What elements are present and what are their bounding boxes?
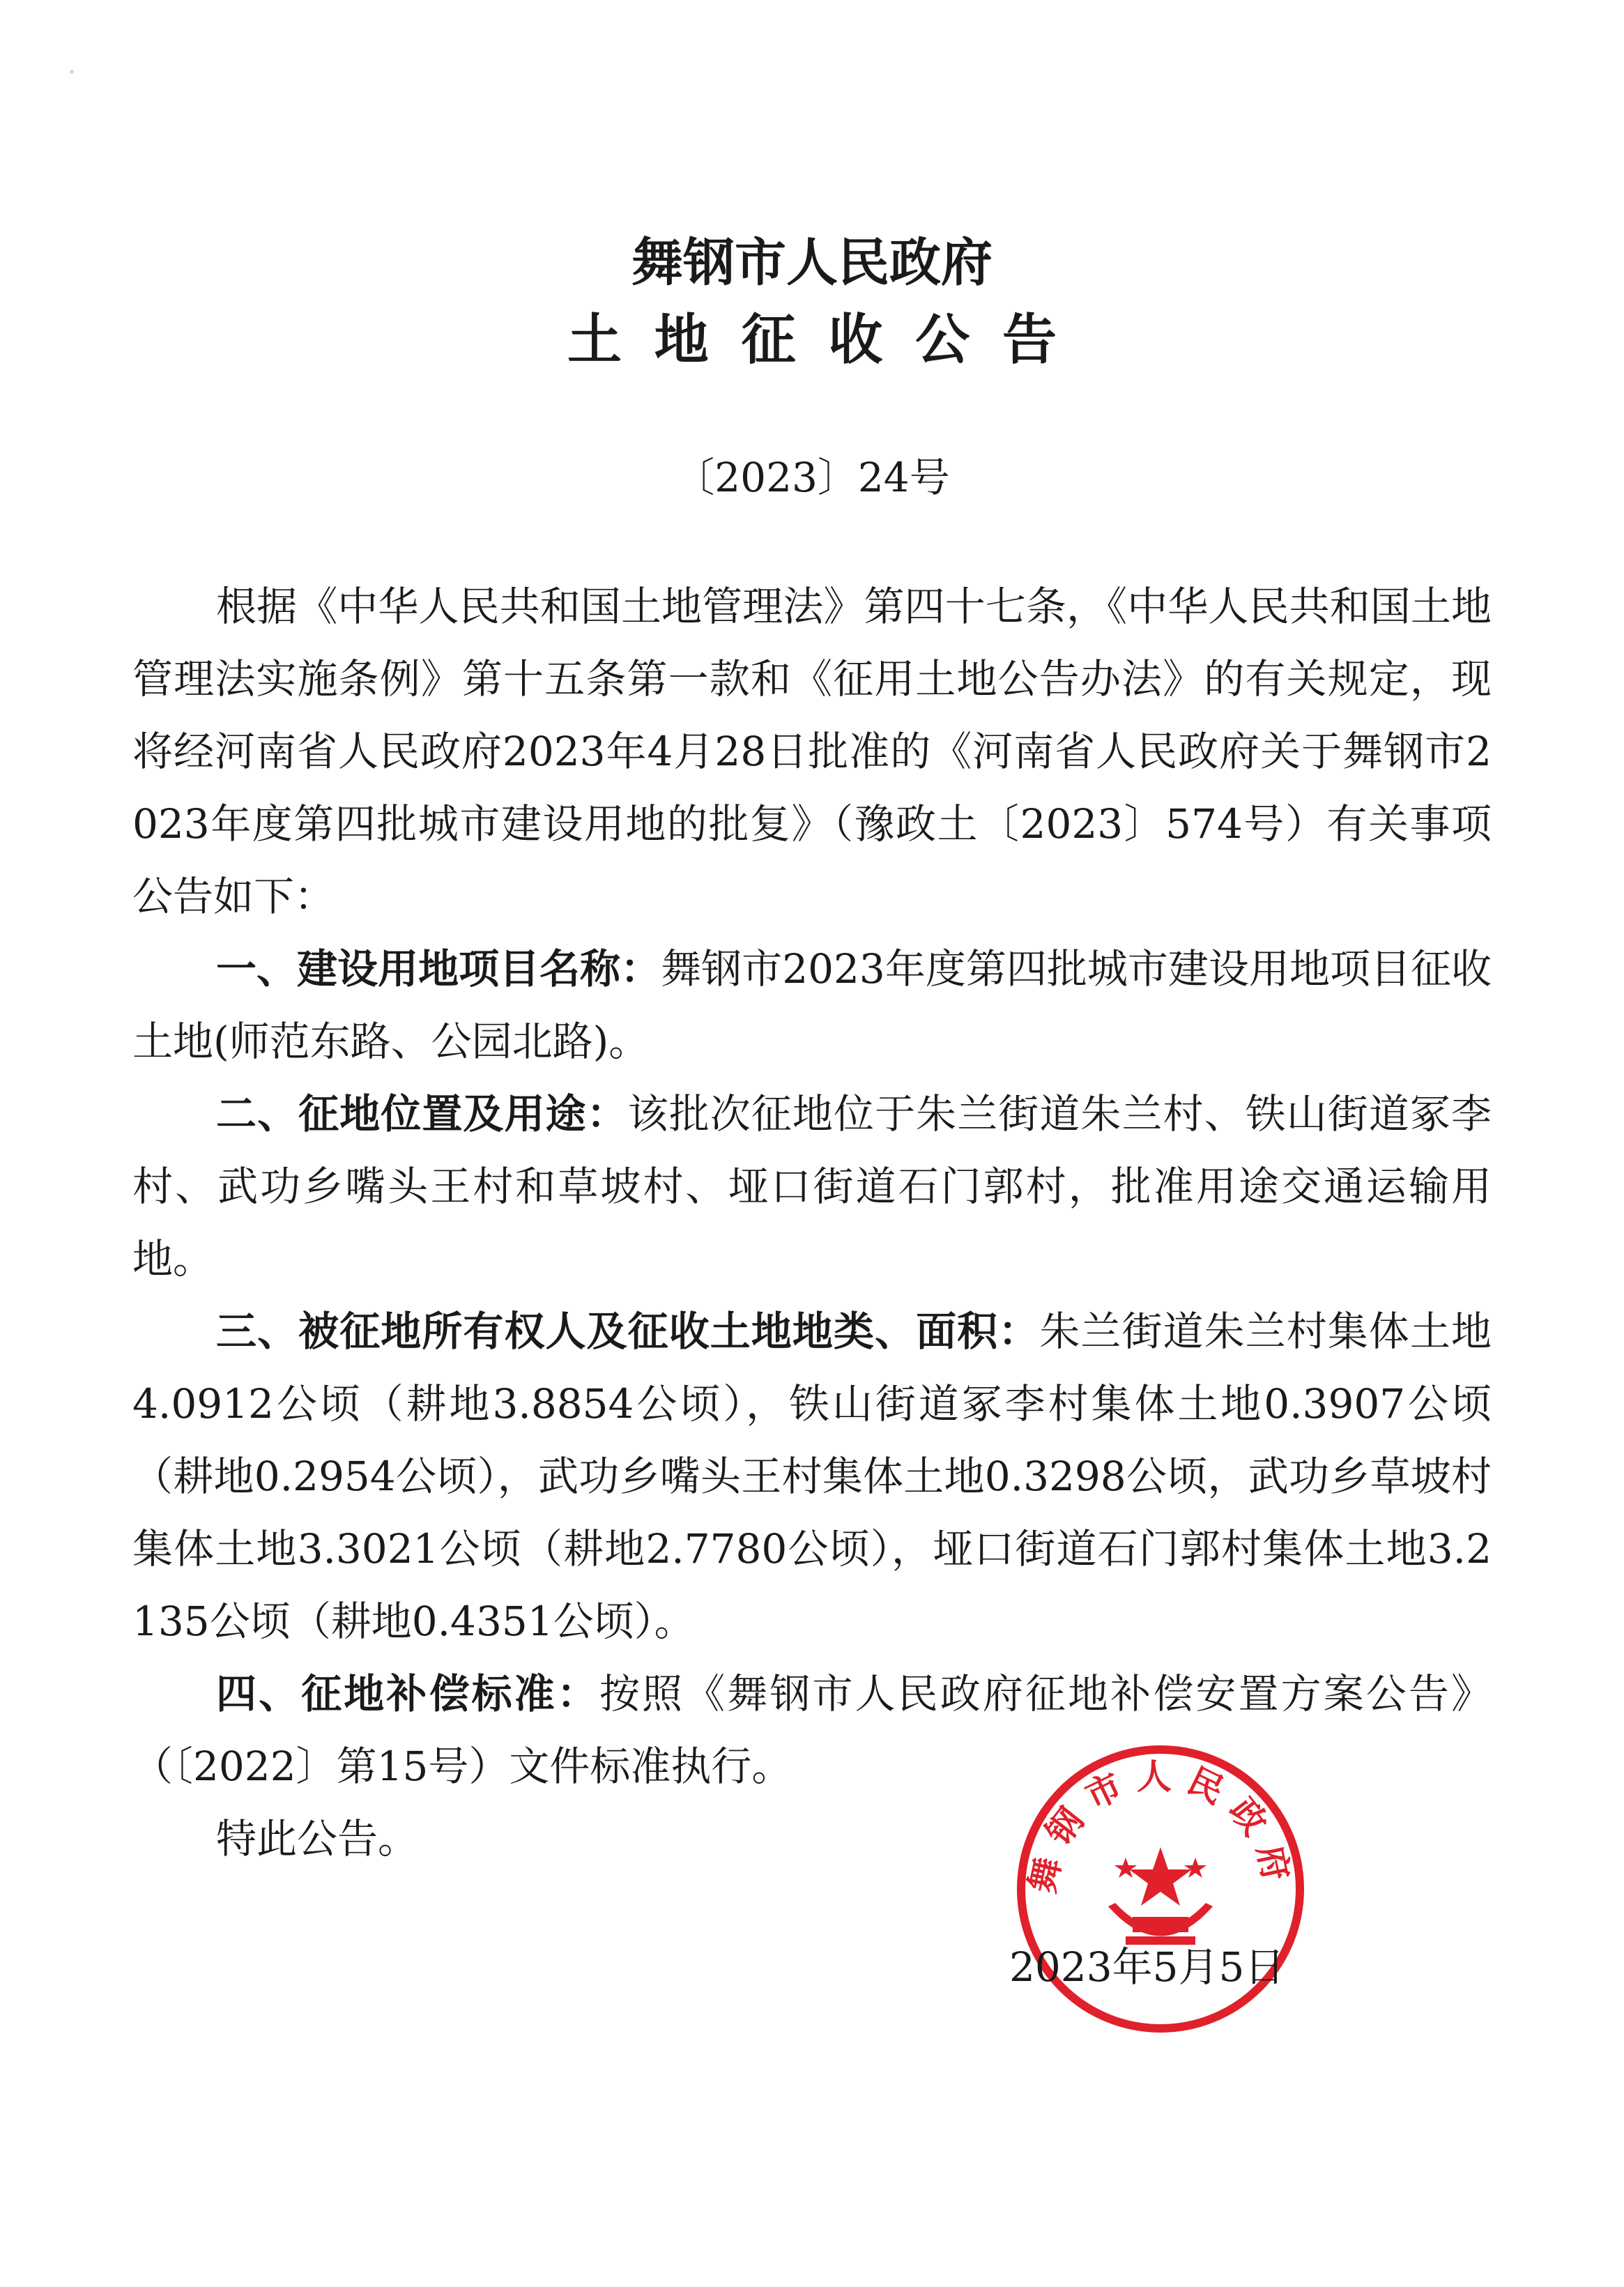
item-1-heading: 一、建设用地项目名称： <box>216 945 661 993</box>
item-4-heading: 四、征地补偿标准： <box>216 1670 599 1718</box>
issuer-title: 舞钢市人民政府 <box>631 233 993 293</box>
seal-text: 舞钢市人民政府 <box>1022 1757 1299 1897</box>
document-body <box>132 570 1492 1875</box>
national-emblem-icon <box>1108 1847 1213 1945</box>
scan-speck <box>70 70 74 74</box>
issue-date: 2023年5月5日 <box>1009 1943 1285 1991</box>
closing-line: 特此公告。 <box>216 1815 419 1863</box>
item-1-text: 舞钢市2023年度第四批城市建设用地项目征收土地(师范东路、公园北路)。 <box>132 945 1492 1065</box>
item-1-paragraph <box>132 933 1492 1078</box>
item-3-heading: 三、被征地所有权人及征收土地地类、面积： <box>216 1308 1040 1355</box>
item-2-text: 该批次征地位于朱兰街道朱兰村、铁山街道冢李村、武功乡嘴头王村和草坡村、垭口街道石门郭村，批准用途交通运输用地。 <box>132 1090 1492 1283</box>
item-3-paragraph <box>132 1295 1492 1658</box>
document-number: 〔2023〕24号 <box>674 454 950 501</box>
item-2-heading: 二、征地位置及用途： <box>216 1090 628 1138</box>
item-2-paragraph <box>132 1078 1492 1295</box>
notice-title: 土地征收公告 <box>567 309 1089 372</box>
item-4-text: 按照《舞钢市人民政府征地补偿安置方案公告》（〔2022〕第15号）文件标准执行。 <box>132 1670 1492 1790</box>
item-3-text: 朱兰街道朱兰村集体土地4.0912公顷（耕地3.8854公顷），铁山街道冢李村集体土地0.3907公顷（耕地0.2954公顷），武功乡嘴头王村集体土地0.3298公顷，武功乡草坡村集体土地3.3021公顷（耕地2.7780公顷），垭口街道石门郭村集体土地3.2135公顷（耕地0.4351公顷）。 <box>132 1308 1492 1645</box>
intro-paragraph: 根据《中华人民共和国土地管理法》第四十七条，《中华人民共和国土地管理法实施条例》第十五条第一款和《征用土地公告办法》的有关规定，现将经河南省人民政府2023年4月28日批准的《河南省人民政府关于舞钢市2023年度第四批城市建设用地的批复》（豫政土〔2023〕574号）有关事项公告如下： <box>132 583 1492 920</box>
